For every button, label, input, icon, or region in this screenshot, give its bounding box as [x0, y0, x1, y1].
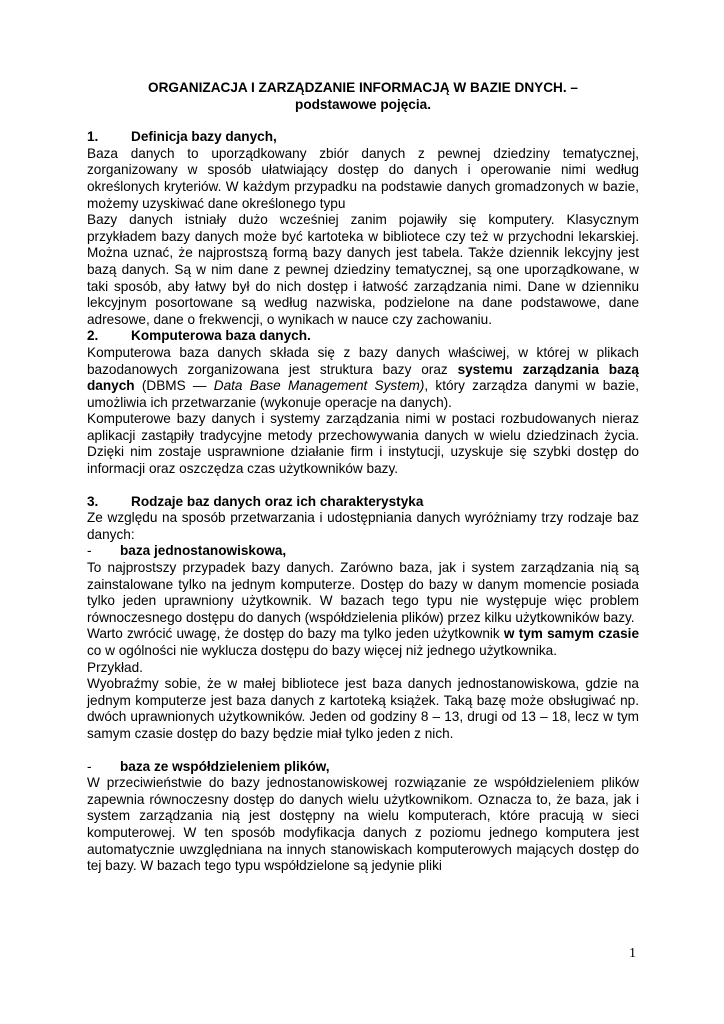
section-1-title: Definicja bazy danych,: [131, 129, 277, 145]
section-2-paragraph-1: [87, 345, 639, 411]
section-3-heading: [87, 494, 639, 511]
section-1-number: 1.: [87, 129, 99, 145]
page-number: 1: [629, 946, 636, 961]
list-dash: -: [87, 543, 92, 559]
text-run: Warto zwrócić uwagę, że dostęp do bazy ma tylko jeden użytkownik: [87, 626, 504, 642]
italic-term-dbms: Data Base Management System): [213, 378, 425, 394]
section-3-title: Rodzaje baz danych oraz ich charakterystyka: [131, 493, 424, 509]
document-title-line2: podstawowe pojęcia.: [295, 96, 431, 112]
section-2-number: 2.: [87, 328, 99, 344]
section-2-paragraph-2: Komputerowe bazy danych i systemy zarządzania nimi w postaci rozbudowanych nieraz aplikacji zastąpiły tradycyjne metody przechowywania danych w wielu dziedzinach życia. Dzięki nim zostaje usprawnione działanie firm i instytucji, uzyskuje się szybki dostęp do informacji oraz oszczędza czas użytkowników bazy.: [87, 411, 639, 477]
section-3-number: 3.: [87, 493, 99, 509]
subsection-1-title: baza jednostanowiskowa,: [120, 543, 287, 559]
section-3-intro: Ze względu na sposób przetwarzania i udostępniania danych wyróżniamy trzy rodzaje baz danych:: [87, 510, 639, 542]
document-title-line1: ORGANIZACJA I ZARZĄDZANIE INFORMACJĄ W BAZIE DNYCH. –: [148, 80, 578, 95]
text-run: Komputerowa baza danych składa się z bazy danych właściwej, w której w plikach bazodanowych zorganizowana jest struktura bazy oraz: [87, 344, 639, 377]
section-2-heading: [87, 328, 639, 345]
bold-phrase: w tym samym czasie: [503, 626, 640, 642]
subsection-2-heading: [87, 759, 639, 776]
subsection-2-paragraph-1: W przeciwieństwie do bazy jednostanowiskowej rozwiązanie ze współdzieleniem plików zapewnia równoczesny dostęp do danych wielu użytkownikom. Oznacza to, że baza, jak i system zarządzania nią jest dostępny na wielu komputerach, które pracują w sieci komputerowej. W ten sposób modyfikacja danych z poziomu jednego komputera jest automatycznie uwzględniana na innych stanowiskach komputerowych mających dostęp do tej bazy. W bazach tego typu współdzielone są jedynie pliki: [87, 775, 639, 874]
example-label: Przykład.: [87, 659, 143, 675]
text-run: , który zarządza danymi w bazie, umożliwia ich przetwarzanie (wykonuje operacje na danych).: [87, 378, 639, 410]
text-run: (DBMS —: [134, 378, 214, 394]
section-2-title: Komputerowa baza danych.: [131, 328, 311, 344]
spacer: [87, 743, 639, 759]
example-paragraph: Wyobraźmy sobie, że w małej bibliotece jest baza danych jednostanowiskowa, gdzie na jednym komputerze jest baza danych z kartoteką książek. Taką bazę może obsługiwać np. dwóch uprawnionych użytkowników. Jeden od godziny 8 – 13, drugi od 13 – 18, lecz w tym samym czasie dostęp do bazy będzie miał tylko jeden z nich.: [87, 676, 639, 741]
subsection-1-heading: [87, 543, 639, 560]
spacer: [87, 478, 639, 494]
section-1-paragraph-2: Bazy danych istniały dużo wcześniej zanim pojawiły się komputery. Klasycznym przykładem bazy danych może być kartoteka w bibliotece czy też w przychodni lekarskiej. Można uznać, że najprostszą formą bazy danych jest tabela. Także dziennik lekcyjny jest bazą danych. Są w nim dane z pewnej dziedziny tematycznej, są one uporządkowane, w taki sposób, aby łatwy był do nich dostęp i łatwość zarządzania nimi. Dane w dzienniku lekcyjnym posortowane są według nazwiska, podzielone na dane podstawowe, dane adresowe, dane o frekwencji, o wynikach w nauce czy zachowaniu.: [87, 212, 639, 327]
subsection-1-paragraph-1: To najprostszy przypadek bazy danych. Zarówno baza, jak i system zarządzania nią są zainstalowane tylko na jednym komputerze. Dostęp do bazy w danym momencie posiada tylko jeden uprawniony użytkownik. W bazach tego typu nie występuje więc problem równoczesnego dostępu do danych (współdzielenia plików) przez kilku użytkowników bazy.: [87, 560, 639, 625]
text-run: co w ogólności nie wyklucza dostępu do bazy więcej niż jednego użytkownika.: [87, 643, 557, 658]
spacer: [87, 113, 639, 129]
list-dash: -: [87, 758, 92, 774]
subsection-1-paragraph-2: [87, 626, 639, 659]
subsection-2-title: baza ze współdzieleniem plików,: [120, 758, 330, 774]
bold-term-dbms: systemu zarządzania bazą danych: [87, 361, 639, 394]
section-1-heading: [87, 129, 639, 146]
section-1-paragraph-1: Baza danych to uporządkowany zbiór danych z pewnej dziedziny tematycznej, zorganizowany w sposób ułatwiający dostęp do danych i operowanie nimi według określonych kryteriów. W każdym przypadku na podstawie danych gromadzonych w bazie, możemy uzyskiwać dane określonego typu: [87, 145, 639, 211]
document-page: [87, 80, 639, 875]
